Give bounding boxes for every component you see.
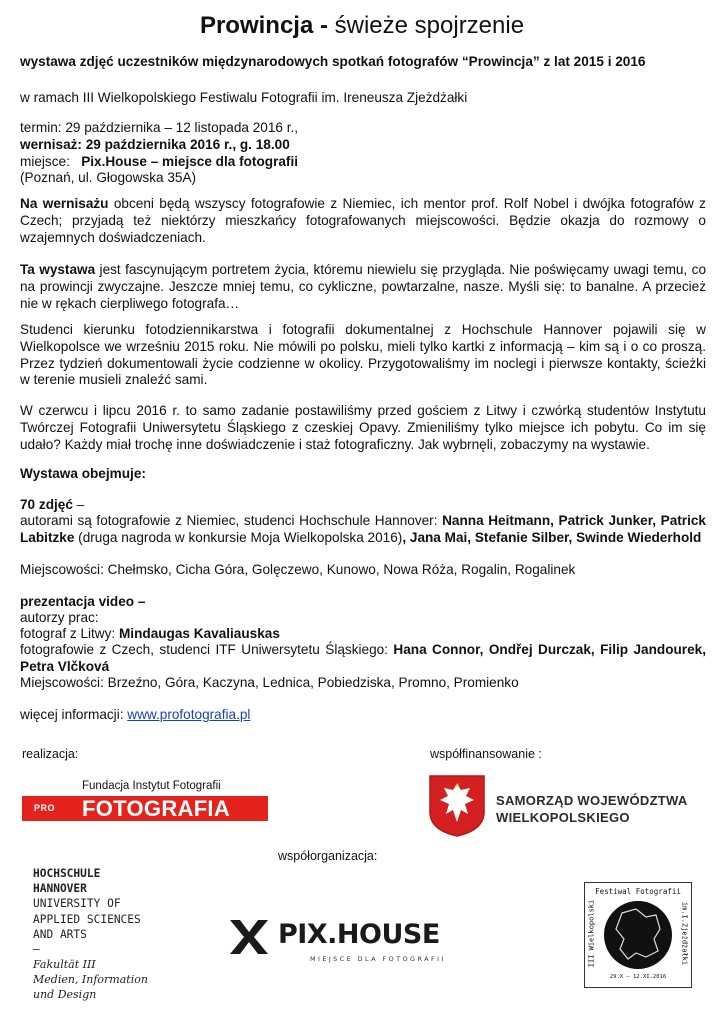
pixhouse-wordmark: PIX.HOUSE xyxy=(278,919,440,950)
page-title: Prowincja - świeże spojrzenie xyxy=(199,12,525,39)
subtitle: wystawa zdjęć uczestników międzynarodowych spotkań fotografów “Prowincja” z lat 2015 i 2016 xyxy=(20,54,646,69)
info-block xyxy=(20,120,706,187)
region-map-icon xyxy=(602,899,674,971)
video-authors: autorzy prac: xyxy=(20,610,99,625)
video-places: Miejscowości: Brzeźno, Góra, Kaczyna, Lednica, Pobiedziska, Promno, Promienko xyxy=(20,675,519,690)
photos-places: Miejscowości: Chełmsko, Cicha Góra, Golęczewo, Kunowo, Nowa Róża, Rogalin, Rogalinek xyxy=(20,562,576,577)
pixhouse-subtitle: MIEJSCE DLA FOTOGRAFII xyxy=(310,955,446,963)
video-lithuania: fotograf z Litwy: Mindaugas Kavaliauskas xyxy=(20,626,280,641)
festival-stamp-logo: Festiwal Fotografii III Wielkopolski im.I.Zjeżdżałki 29.X – 12.XI.2016 xyxy=(584,882,692,988)
fotografia-label: FOTOGRAFIA xyxy=(82,796,231,821)
coat-of-arms-icon xyxy=(428,774,486,838)
realizacja-label: realizacja: xyxy=(22,747,79,761)
paragraph-students: Studenci kierunku fotodziennikarstwa i fotografii dokumentalnej z Hochschule Hannover pojawili się w Wielkopolsce we wrześniu 2015 roku. Nie mówili po polsku, mieli tylko kartki z informacją – kim są i o co proszą. Przez tydzień dokumentowali życie codzienne w okolicy. Przygotowaliśmy im noclegi i pierwsze kontakty, ścieżki w terenie musieli znaleźć sami. xyxy=(20,322,706,388)
pro-label: PRO xyxy=(34,803,56,813)
festival-line: w ramach III Wielkopolskiego Festiwalu Fotografii im. Ireneusza Zjeżdżałki xyxy=(20,90,468,105)
paragraph-wernisaz: Na wernisażu obceni będą wszyscy fotografowie z Niemiec, ich mentor prof. Rolf Nobel i dwójka fotografów z Czech; przyjadą też niektórzy mieszkańcy fotografowanych miejscowości. Będzie okazja do rozmowy o wzajemnych doświadczeniach. xyxy=(20,196,706,245)
website-link[interactable]: www.profotografia.pl xyxy=(127,707,251,722)
termin: termin: 29 października – 12 listopada 2016 r., xyxy=(20,120,299,135)
samorzad-line1: SAMORZĄD WOJEWÓDZTWA xyxy=(496,793,688,808)
wspolfinansowanie-label: współfinansowanie : xyxy=(430,747,542,761)
pixhouse-x-icon xyxy=(228,918,270,956)
samorzad-line2: WIELKOPOLSKIEGO xyxy=(496,810,630,825)
wspolorganizacja-label: współorganizacja: xyxy=(278,849,378,863)
paragraph-lithuania: W czerwcu i lipcu 2016 r. to samo zadanie postawiliśmy przed gościem z Litwy i czwórką studentów Instytutu Twórczej Fotografii Uniwersytetu Śląskiego z czeskiej Opavy. Zmieniliśmy tylko miejsce ich pobytu. Co im się udało? Każdy miał trochę inne doświadczenie i staż fotograficzny. Jak wybrnęli, zobaczymy na wystawie. xyxy=(20,403,706,452)
photos-authors: autorami są fotografowie z Niemiec, studenci Hochschule Hannover: Nanna Heitmann, Patrick Junker, Patrick Labitzke (druga nagroda w konkursie Moja Wielkopolska 2016), Jana Mai, Stefanie Silber, Swinde Wiederhold xyxy=(20,513,706,545)
hochschule-logo: HOCHSCHULE HANNOVER UNIVERSITY OF APPLIED SCIENCES AND ARTS – Fakultät III Medien, Information und Design xyxy=(33,867,148,1002)
fundacja-name: Fundacja Instytut Fotografii xyxy=(82,780,221,792)
more-info: więcej informacji: www.profotografia.pl xyxy=(20,707,251,722)
miejsce: miejsce: Pix.House – miejsce dla fotografii xyxy=(20,153,298,169)
paragraph-wystawa: Ta wystawa jest fascynującym portretem życia, któremu niewielu się przygląda. Nie poświęcamy uwagi temu, co na prowincji zwyczajne. Jeszcze mniej temu, co cykliczne, powtarzalne, nasze. Myśli się: to banalne. A przecież nie w rękach cierpliwego fotografa… xyxy=(20,262,707,311)
video-heading: prezentacja video – xyxy=(20,594,146,609)
includes-heading: Wystawa obejmuje: xyxy=(20,466,146,481)
address: (Poznań, ul. Głogowska 35A) xyxy=(20,170,197,186)
photos-heading: 70 zdjęć – xyxy=(20,497,85,512)
video-czech: fotografowie z Czech, studenci ITF Uniwersytetu Śląskiego: Hana Connor, Ondřej Durczak, Filip Jandourek, Petra Vlčková xyxy=(20,642,706,674)
wernisaz: wernisaż: 29 października 2016 r., g. 18.00 xyxy=(20,136,290,152)
